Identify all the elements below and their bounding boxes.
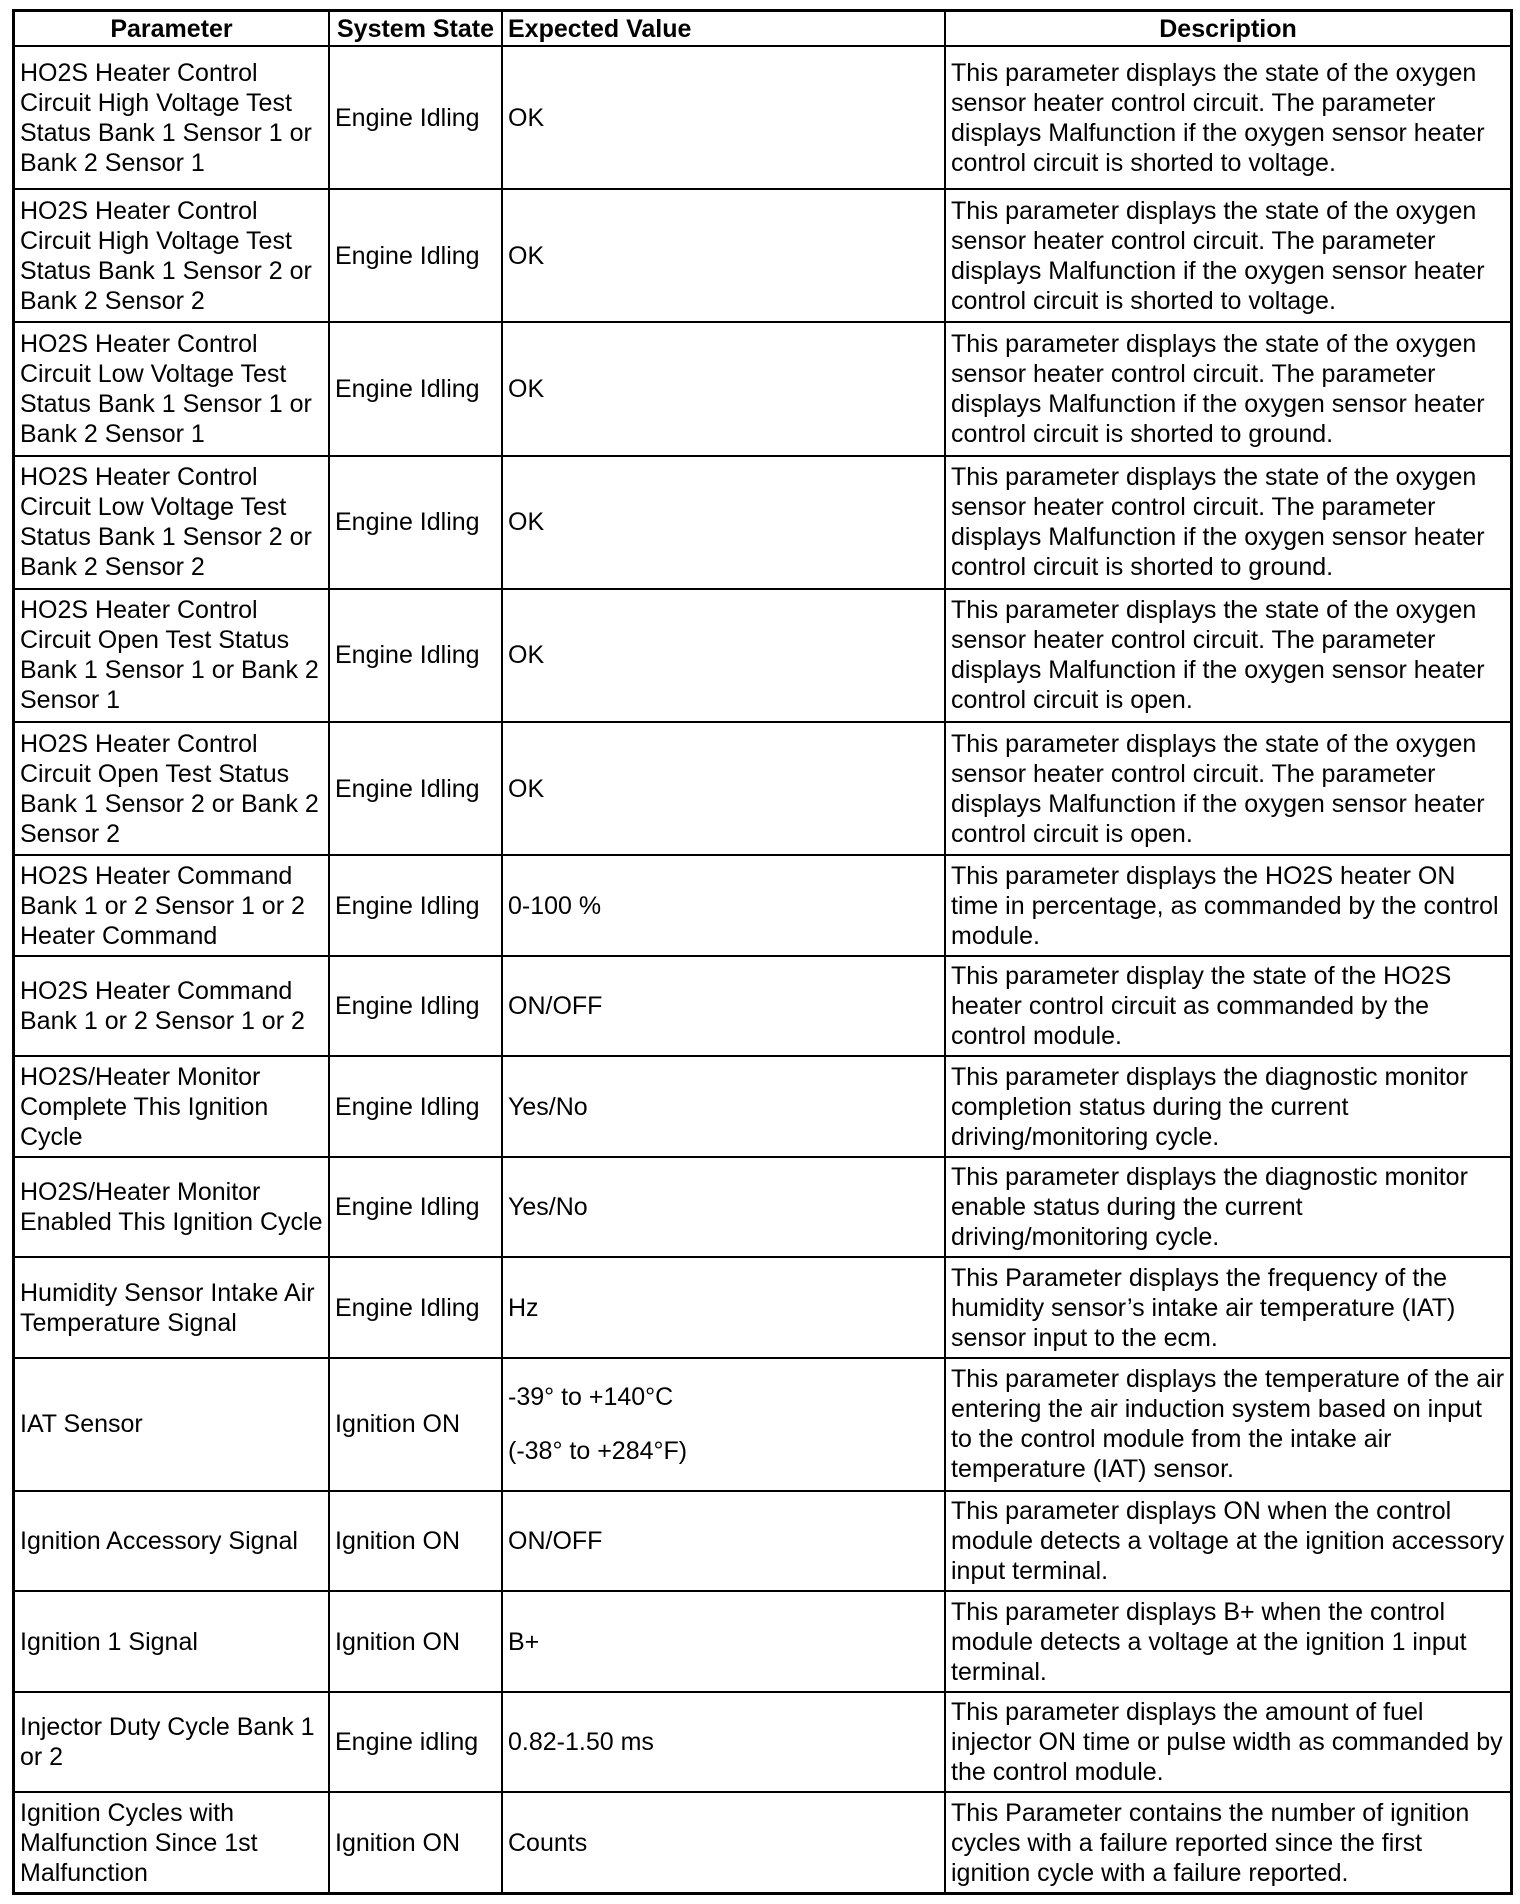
parameter-cell: IAT Sensor (15, 1358, 329, 1491)
table-row (15, 1157, 1510, 1257)
expected-value-cell (502, 1792, 945, 1892)
header-description: Description (945, 12, 1510, 46)
table-row (15, 722, 1510, 855)
expected-value-line: ON/OFF (508, 1527, 603, 1556)
description-cell: This parameter displays the state of the oxygen sensor heater control circuit. The parameter displays Malfunction if the oxygen sensor heater control circuit is shorted to ground. (945, 322, 1510, 455)
expected-value-line: 0-100 % (508, 891, 602, 920)
system-state-cell: Engine Idling (329, 589, 502, 722)
description-cell: This parameter displays the amount of fuel injector ON time or pulse width as commanded by the control module. (945, 1692, 1510, 1792)
parameter-cell: HO2S Heater Control Circuit High Voltage Test Status Bank 1 Sensor 2 or Bank 2 Sensor 2 (15, 189, 329, 322)
description-cell: This parameter displays the state of the oxygen sensor heater control circuit. The parameter displays Malfunction if the oxygen sensor heater control circuit is open. (945, 722, 1510, 855)
expected-value-line: Yes/No (508, 1193, 588, 1222)
system-state-cell: Engine Idling (329, 1157, 502, 1257)
description-cell: This parameter displays the temperature of the air entering the air induction system based on input to the control module from the intake air temperature (IAT) sensor. (945, 1358, 1510, 1491)
parameter-cell: HO2S Heater Control Circuit Open Test Status Bank 1 Sensor 2 or Bank 2 Sensor 2 (15, 722, 329, 855)
parameter-cell: HO2S/Heater Monitor Enabled This Ignition Cycle (15, 1157, 329, 1257)
expected-value-line: B+ (508, 1627, 540, 1656)
parameter-cell: HO2S Heater Command Bank 1 or 2 Sensor 1 or 2 Heater Command (15, 855, 329, 955)
description-cell: This parameter displays the state of the oxygen sensor heater control circuit. The parameter displays Malfunction if the oxygen sensor heater control circuit is shorted to voltage. (945, 189, 1510, 322)
expected-value-line: OK (508, 641, 545, 670)
expected-value-line: Yes/No (508, 1092, 588, 1121)
description-cell: This parameter display the state of the HO2S heater control circuit as commanded by the control module. (945, 956, 1510, 1056)
system-state-cell: Engine Idling (329, 189, 502, 322)
parameter-cell: HO2S Heater Command Bank 1 or 2 Sensor 1 or 2 (15, 956, 329, 1056)
system-state-cell: Engine Idling (329, 322, 502, 455)
expected-value-cell (502, 322, 945, 455)
parameter-cell: Humidity Sensor Intake Air Temperature Signal (15, 1257, 329, 1357)
expected-value-cell (502, 189, 945, 322)
description-cell: This parameter displays the state of the oxygen sensor heater control circuit. The parameter displays Malfunction if the oxygen sensor heater control circuit is open. (945, 589, 1510, 722)
expected-value-cell (502, 1358, 945, 1491)
expected-value-cell (502, 1591, 945, 1691)
table-row (15, 1257, 1510, 1357)
description-cell: This Parameter contains the number of ignition cycles with a failure reported since the first ignition cycle with a failure reported. (945, 1792, 1510, 1892)
expected-value-cell (502, 1157, 945, 1257)
expected-value-line: (-38° to +284°F) (508, 1437, 688, 1466)
expected-value-line: -39° to +140°C (508, 1383, 674, 1412)
system-state-cell: Engine Idling (329, 956, 502, 1056)
header-expected-value: Expected Value (502, 12, 945, 46)
system-state-cell: Ignition ON (329, 1491, 502, 1591)
scan-tool-parameter-table (15, 12, 1510, 1892)
description-cell: This parameter displays ON when the control module detects a voltage at the ignition accessory input terminal. (945, 1491, 1510, 1591)
expected-value-cell (502, 1257, 945, 1357)
expected-value-cell (502, 589, 945, 722)
description-cell: This parameter displays the diagnostic monitor enable status during the current driving/monitoring cycle. (945, 1157, 1510, 1257)
expected-value-cell (502, 855, 945, 955)
description-cell: This Parameter displays the frequency of the humidity sensor’s intake air temperature (IAT) sensor input to the ecm. (945, 1257, 1510, 1357)
table-row (15, 1056, 1510, 1156)
parameter-cell: HO2S Heater Control Circuit Open Test Status Bank 1 Sensor 1 or Bank 2 Sensor 1 (15, 589, 329, 722)
expected-value-cell (502, 956, 945, 1056)
table-row (15, 456, 1510, 589)
system-state-cell: Ignition ON (329, 1358, 502, 1491)
parameter-cell: HO2S Heater Control Circuit Low Voltage Test Status Bank 1 Sensor 1 or Bank 2 Sensor 1 (15, 322, 329, 455)
system-state-cell: Engine Idling (329, 1056, 502, 1156)
expected-value-line: 0.82-1.50 ms (508, 1728, 654, 1757)
parameter-cell: Ignition Cycles with Malfunction Since 1st Malfunction (15, 1792, 329, 1892)
description-cell: This parameter displays the state of the oxygen sensor heater control circuit. The parameter displays Malfunction if the oxygen sensor heater control circuit is shorted to voltage. (945, 46, 1510, 189)
expected-value-cell (502, 1056, 945, 1156)
parameter-cell: HO2S Heater Control Circuit Low Voltage Test Status Bank 1 Sensor 2 or Bank 2 Sensor 2 (15, 456, 329, 589)
description-cell: This parameter displays the HO2S heater ON time in percentage, as commanded by the control module. (945, 855, 1510, 955)
header-row (15, 12, 1510, 46)
system-state-cell: Engine Idling (329, 46, 502, 189)
table-row (15, 589, 1510, 722)
parameter-cell: HO2S Heater Control Circuit High Voltage Test Status Bank 1 Sensor 1 or Bank 2 Sensor 1 (15, 46, 329, 189)
expected-value-line: OK (508, 508, 545, 537)
expected-value-cell (502, 46, 945, 189)
expected-value-cell (502, 722, 945, 855)
expected-value-line: OK (508, 103, 545, 132)
table-row (15, 1792, 1510, 1892)
description-cell: This parameter displays B+ when the control module detects a voltage at the ignition 1 input terminal. (945, 1591, 1510, 1691)
parameter-cell: Ignition 1 Signal (15, 1591, 329, 1691)
expected-value-line: OK (508, 374, 545, 403)
parameter-cell: Ignition Accessory Signal (15, 1491, 329, 1591)
system-state-cell: Engine Idling (329, 456, 502, 589)
table-row (15, 46, 1510, 189)
system-state-cell: Ignition ON (329, 1792, 502, 1892)
expected-value-line: Hz (508, 1293, 539, 1322)
system-state-cell: Engine Idling (329, 855, 502, 955)
table-row (15, 1591, 1510, 1691)
system-state-cell: Engine idling (329, 1692, 502, 1792)
table-row (15, 1358, 1510, 1491)
table-row (15, 322, 1510, 455)
parameter-cell: Injector Duty Cycle Bank 1 or 2 (15, 1692, 329, 1792)
parameter-table-frame (12, 9, 1513, 1895)
expected-value-line: OK (508, 241, 545, 270)
table-row (15, 855, 1510, 955)
expected-value-cell (502, 1692, 945, 1792)
description-cell: This parameter displays the state of the oxygen sensor heater control circuit. The parameter displays Malfunction if the oxygen sensor heater control circuit is shorted to ground. (945, 456, 1510, 589)
table-row (15, 1692, 1510, 1792)
expected-value-line: ON/OFF (508, 992, 603, 1021)
header-parameter: Parameter (15, 12, 329, 46)
table-row (15, 189, 1510, 322)
description-cell: This parameter displays the diagnostic monitor completion status during the current driving/monitoring cycle. (945, 1056, 1510, 1156)
table-row (15, 956, 1510, 1056)
expected-value-cell (502, 1491, 945, 1591)
parameter-cell: HO2S/Heater Monitor Complete This Ignition Cycle (15, 1056, 329, 1156)
system-state-cell: Engine Idling (329, 1257, 502, 1357)
system-state-cell: Engine Idling (329, 722, 502, 855)
expected-value-line: Counts (508, 1828, 588, 1857)
system-state-cell: Ignition ON (329, 1591, 502, 1691)
table-row (15, 1491, 1510, 1591)
expected-value-line: OK (508, 774, 545, 803)
table-body (15, 46, 1510, 1892)
header-system-state: System State (329, 12, 502, 46)
expected-value-cell (502, 456, 945, 589)
